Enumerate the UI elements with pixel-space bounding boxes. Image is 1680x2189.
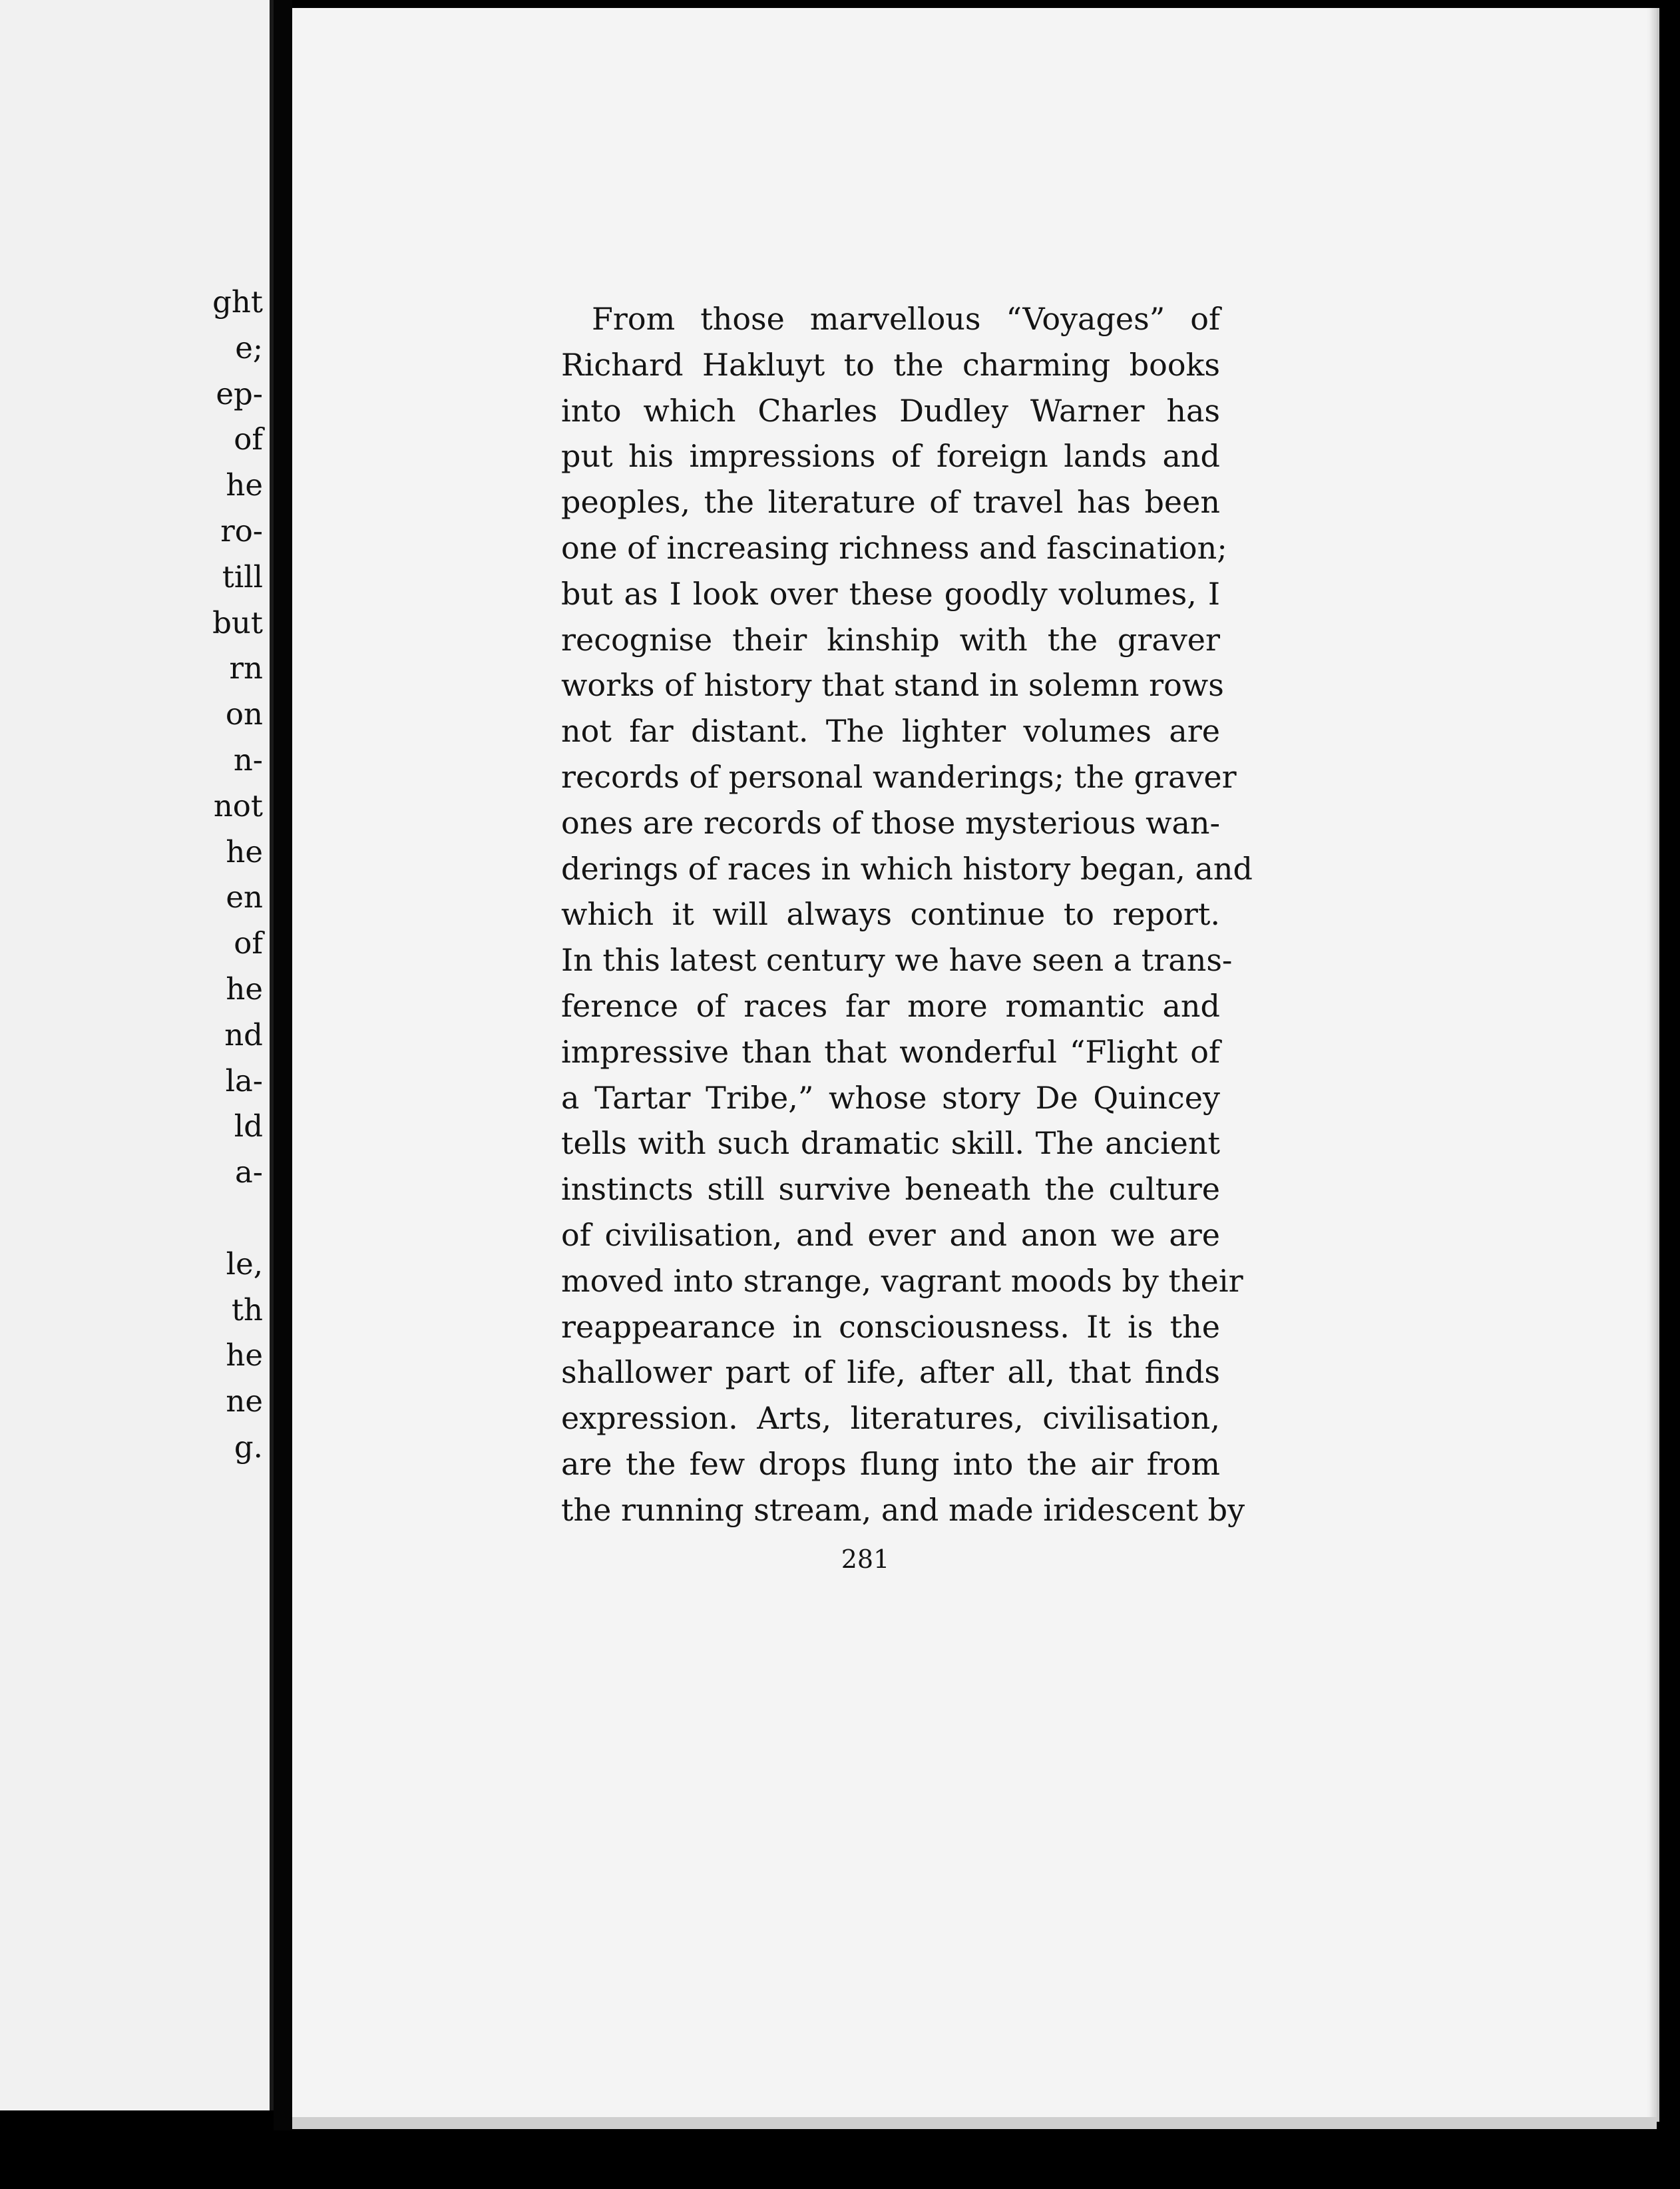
text-line: expression. Arts, literatures, civilisation, <box>561 1400 1220 1437</box>
text-fragment: g. <box>234 1429 263 1465</box>
text-line: From those marvellous “Voyages” of <box>592 301 1220 337</box>
text-fragment: ep- <box>216 375 263 411</box>
text-fragment: la- <box>225 1063 263 1098</box>
text-line: into which Charles Dudley Warner has <box>561 392 1220 429</box>
text-line: In this latest century we have seen a trans- <box>561 942 1233 979</box>
text-line: tells with such dramatic skill. The ancient <box>561 1125 1220 1162</box>
text-fragment: but <box>212 605 263 640</box>
text-line: recognise their kinship with the graver <box>561 621 1220 658</box>
page-edge <box>292 2117 1657 2129</box>
text-fragment: till <box>222 559 263 595</box>
text-fragment: he <box>226 1338 263 1373</box>
text-line: the running stream, and made iridescent by <box>561 1491 1245 1528</box>
text-fragment: n- <box>233 742 263 778</box>
text-fragment: he <box>226 467 263 503</box>
text-fragment: nd <box>224 1017 263 1053</box>
text-line: moved into strange, vagrant moods by their <box>561 1262 1243 1299</box>
text-fragment: on <box>225 696 263 732</box>
text-line: one of increasing richness and fascination; <box>561 529 1227 566</box>
left-page <box>0 0 274 2110</box>
text-fragment: of <box>234 925 263 961</box>
text-fragment: a- <box>234 1154 263 1190</box>
text-fragment: ro- <box>220 513 263 549</box>
text-line: of civilisation, and ever and anon we are <box>561 1216 1220 1253</box>
text-line: a Tartar Tribe,” whose story De Quincey <box>561 1079 1220 1116</box>
book-spine <box>274 0 292 2130</box>
text-fragment: rn <box>229 650 263 686</box>
text-line: are the few drops flung into the air from <box>561 1445 1220 1482</box>
text-line: records of personal wanderings; the graver <box>561 758 1237 795</box>
text-line: derings of races in which history began, and <box>561 850 1253 887</box>
text-line: shallower part of life, after all, that finds <box>561 1354 1220 1391</box>
body-paragraph <box>561 296 1253 1533</box>
text-fragment: of <box>234 421 263 457</box>
text-line: which it will always continue to report. <box>561 896 1220 933</box>
text-fragment: ne <box>226 1383 263 1419</box>
text-fragment: ght <box>212 284 263 320</box>
text-fragment: en <box>226 879 263 915</box>
text-line: impressive than that wonderful “Flight of <box>561 1033 1220 1070</box>
text-line: works of history that stand in solemn rows <box>561 667 1224 704</box>
text-line: Richard Hakluyt to the charming books <box>561 346 1220 383</box>
left-page-text <box>212 280 263 1471</box>
text-fragment: not <box>213 788 263 824</box>
text-fragment: he <box>226 834 263 869</box>
text-line: but as I look over these goodly volumes, I <box>561 575 1220 612</box>
text-fragment <box>212 1196 263 1242</box>
text-line: put his impressions of foreign lands and <box>561 438 1220 475</box>
text-line: reappearance in consciousness. It is the <box>561 1308 1220 1345</box>
text-fragment: le, <box>226 1246 263 1282</box>
text-line: ference of races far more romantic and <box>561 987 1220 1024</box>
text-fragment: he <box>226 971 263 1007</box>
text-fragment: e; <box>235 330 263 365</box>
page-number: 281 <box>841 1545 890 1574</box>
text-line: ones are records of those mysterious wan- <box>561 804 1221 841</box>
text-line: not far distant. The lighter volumes are <box>561 713 1220 750</box>
text-fragment: ld <box>234 1108 263 1144</box>
text-line: instincts still survive beneath the culture <box>561 1171 1220 1208</box>
text-fragment: th <box>231 1292 263 1328</box>
text-line: peoples, the literature of travel has been <box>561 484 1220 521</box>
